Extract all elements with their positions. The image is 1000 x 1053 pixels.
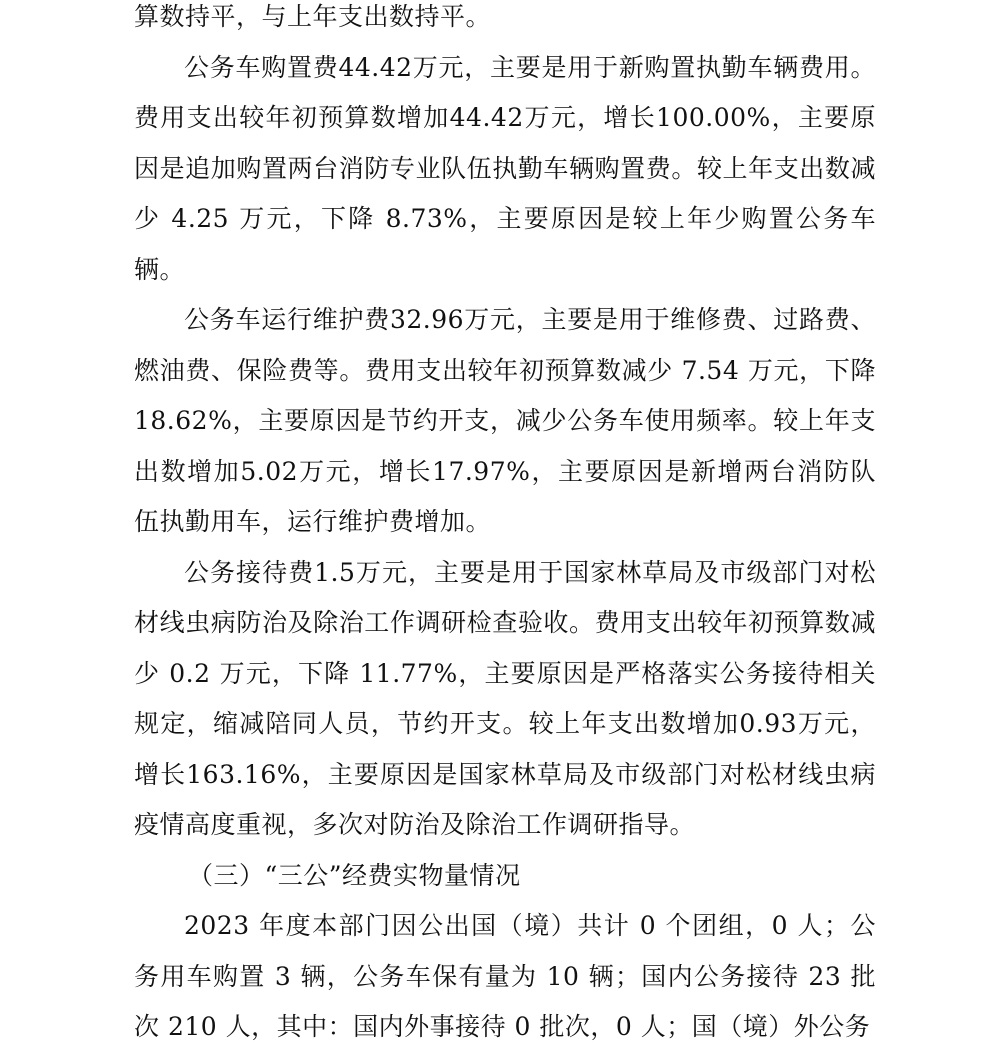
document-page [134,0,876,1053]
section-subheading: （三）“三公”经费实物量情况 [188,860,521,890]
paragraph-physical-quantity: 2023 年度本部门因公出国（境）共计 0 个团组，0 人；公务用车购置 3 辆，公务车保有量为 10 辆；国内公务接待 23 批次 210 人，其中：国内外事接待 0 批次，0 人；国（境）外公务 [134,911,876,1041]
paragraph-official-reception: 公务接待费1.5万元，主要是用于国家林草局及市级部门对松材线虫病防治及除治工作调研检查验收。费用支出较年初预算数减少 0.2 万元，下降 11.77%，主要原因是严格落实公务接待相关规定，缩减陪同人员，节约开支。较上年支出数增加0.93万元，增长163.16%，主要原因是国家林草局及市级部门对松材线虫病疫情高度重视，多次对防治及除治工作调研指导。 [134,557,876,839]
paragraph-vehicle-purchase: 公务车购置费44.42万元，主要是用于新购置执勤车辆费用。费用支出较年初预算数增加44.42万元，增长100.00%，主要原因是追加购置两台消防专业队伍执勤车辆购置费。较上年支出数减少 4.25 万元，下降 8.73%，主要原因是较上年少购置公务车辆。 [134,52,876,284]
paragraph-vehicle-maintenance: 公务车运行维护费32.96万元，主要是用于维修费、过路费、燃油费、保险费等。费用支出较年初预算数减少 7.54 万元，下降 18.62%，主要原因是节约开支，减少公务车使用频率。较上年支出数增加5.02万元，增长17.97%，主要原因是新增两台消防队伍执勤用车，运行维护费增加。 [134,305,876,536]
paragraph-budget-continuation: 算数持平，与上年支出数持平。 [134,2,492,31]
